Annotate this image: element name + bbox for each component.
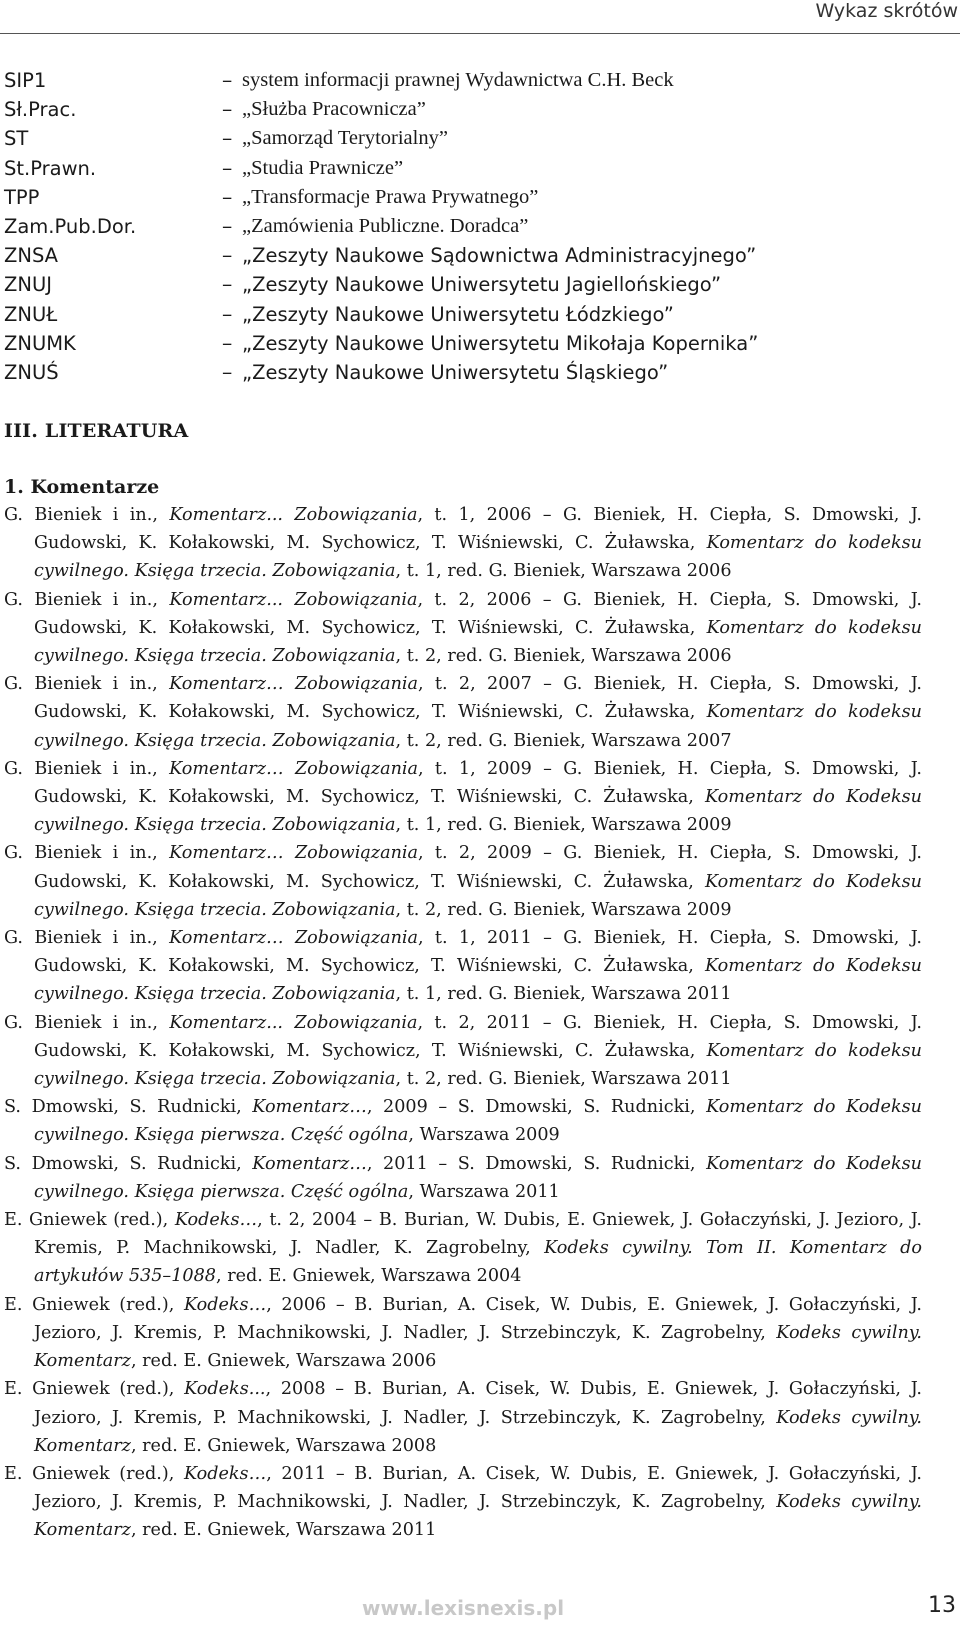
reference-title: Komentarz…: [252, 1097, 367, 1118]
reference-text: G. Bieniek i in.,: [4, 1012, 170, 1033]
reference-title: Komentarz do Kodeksu cywilnego. Księga trzecia. Zobowiązania: [34, 871, 922, 920]
section-title: III. LITERATURA: [4, 420, 189, 442]
reference-text: G. Bieniek i in.,: [4, 674, 170, 695]
abbreviation-code: TPP: [4, 185, 40, 209]
abbreviation-list: [4, 66, 954, 387]
abbreviation-code: SIP1: [4, 69, 47, 92]
reference-text: E. Gniewek (red.),: [4, 1463, 184, 1484]
abbreviation-row: [4, 300, 954, 329]
reference-text: , 2008 – B. Burian, A. Cisek, W. Dubis, E. Gniewek, J. Gołaczyński, J. Jezioro, J. Kremis, P. Machnikowski, J. Nadler, J. Strzebinczyk, K. Zagrobelny,: [34, 1379, 922, 1428]
reference-title: Komentarz do kodeksu cywilnego. Księga trzecia. Zobowiązania: [34, 702, 922, 751]
reference-title: Kodeks cywilny. Komentarz: [34, 1492, 922, 1541]
reference-entry: [4, 1460, 922, 1545]
reference-title: Kodeks cywilny. Komentarz: [34, 1322, 922, 1372]
abbreviation-row: [4, 183, 954, 212]
reference-text: , t. 2, red. G. Bieniek, Warszawa 2009: [395, 899, 732, 920]
abbreviation-expansion: „Zamówienia Publiczne. Doradca”: [242, 214, 529, 237]
abbreviation-dash: –: [222, 359, 233, 384]
abbreviation-code: ZNUŚ: [4, 360, 59, 384]
abbreviation-dash: –: [222, 126, 233, 151]
reference-entry: [4, 755, 922, 840]
abbreviation-dash: –: [222, 155, 233, 180]
reference-text: , t. 1, 2006 – G. Bieniek, H. Ciepła, S. Dmowski, J. Gudowski, K. Kołakowski, M. Sychowicz, T. Wiśniewski, C. Żuławska,: [34, 505, 922, 554]
reference-text: , t. 2, 2004 – B. Burian, W. Dubis, E. Gniewek, J. Gołaczyński, J. Jezioro, J. Kremis, P. Machnikowski, J. Nadler, K. Zagrobelny,: [34, 1210, 922, 1259]
abbreviation-dash: –: [222, 97, 233, 122]
abbreviation-expansion: „Zeszyty Naukowe Uniwersytetu Mikołaja Kopernika”: [242, 331, 759, 355]
reference-text: G. Bieniek i in.,: [4, 928, 170, 949]
reference-text: E. Gniewek (red.),: [4, 1379, 185, 1400]
abbreviation-code: ZNUJ: [4, 273, 52, 297]
abbreviation-expansion: „Transformacje Prawa Prywatnego”: [242, 185, 539, 208]
abbreviation-row: [4, 212, 954, 241]
abbreviation-expansion: „Zeszyty Naukowe Uniwersytetu Jagiellońskiego”: [242, 273, 722, 297]
reference-title: Komentarz do Kodeksu cywilnego. Księga trzecia. Zobowiązania: [34, 956, 922, 1005]
abbreviation-dash: –: [222, 272, 233, 297]
abbreviation-dash: –: [222, 184, 233, 209]
reference-text: , t. 1, 2009 – G. Bieniek, H. Ciepła, S. Dmowski, J. Gudowski, K. Kołakowski, M. Sychowicz, T. Wiśniewski, C. Żuławska,: [34, 758, 922, 808]
reference-text: , 2009 – S. Dmowski, S. Rudnicki,: [366, 1097, 707, 1118]
abbreviation-code: Zam.Pub.Dor.: [4, 214, 137, 238]
reference-text: , 2011 – S. Dmowski, S. Rudnicki,: [366, 1153, 707, 1174]
reference-text: , t. 1, red. G. Bieniek, Warszawa 2011: [395, 984, 732, 1005]
reference-text: , 2006 – B. Burian, A. Cisek, W. Dubis, E. Gniewek, J. Gołaczyński, J. Jezioro, J. Kremis, P. Machnikowski, J. Nadler, J. Strzebinczyk, K. Zagrobelny,: [34, 1294, 922, 1343]
abbreviation-row: [4, 329, 954, 358]
abbreviation-row: [4, 154, 954, 183]
reference-title: Komentarz do Kodeksu cywilnego. Księga trzecia. Zobowiązania: [34, 787, 922, 836]
reference-text: , Warszawa 2009: [408, 1125, 560, 1146]
reference-text: , Warszawa 2011: [408, 1181, 560, 1202]
reference-title: Komentarz do Kodeksu cywilnego. Księga pierwsza. Część ogólna: [34, 1097, 922, 1146]
reference-text: G. Bieniek i in.,: [4, 589, 170, 610]
reference-text: , red. E. Gniewek, Warszawa 2008: [130, 1435, 437, 1456]
abbreviation-code: ST: [4, 127, 29, 151]
reference-title: Komentarz… Zobowiązania: [169, 758, 419, 779]
abbreviation-code: ZNUMK: [4, 331, 76, 355]
reference-text: S. Dmowski, S. Rudnicki,: [4, 1153, 253, 1174]
reference-title: Komentarz... Zobowiązania: [169, 1012, 418, 1033]
reference-text: , t. 2, red. G. Bieniek, Warszawa 2006: [395, 646, 732, 667]
reference-text: E. Gniewek (red.),: [4, 1210, 175, 1231]
reference-title: Komentarz do kodeksu cywilnego. Księga trzecia. Zobowiązania: [34, 1040, 922, 1090]
abbreviation-row: [4, 241, 954, 270]
reference-text: , t. 1, red. G. Bieniek, Warszawa 2009: [395, 815, 732, 836]
running-head: Wykaz skrótów: [815, 0, 958, 22]
reference-title: Kodeks cywilny. Tom II. Komentarz do artykułów 535–1088: [34, 1238, 922, 1287]
reference-title: Komentarz... Zobowiązania: [169, 589, 418, 610]
abbreviation-code: St.Prawn.: [4, 156, 97, 180]
abbreviation-expansion: „Zeszyty Naukowe Uniwersytetu Łódzkiego”: [242, 302, 674, 326]
reference-title: Kodeks...: [184, 1379, 266, 1400]
reference-text: , t. 1, red. G. Bieniek, Warszawa 2006: [395, 561, 732, 582]
reference-text: , red. E. Gniewek, Warszawa 2004: [216, 1266, 522, 1287]
header-rule: [0, 33, 960, 34]
abbreviation-dash: –: [222, 68, 233, 92]
reference-text: , t. 2, 2011 – G. Bieniek, H. Ciepła, S. Dmowski, J. Gudowski, K. Kołakowski, M. Sychowicz, T. Wiśniewski, C. Żuławska,: [34, 1012, 922, 1061]
reference-entry: [4, 839, 922, 924]
abbreviation-code: ZNSA: [4, 244, 59, 268]
reference-text: S. Dmowski, S. Rudnicki,: [4, 1097, 253, 1118]
abbreviation-expansion: „Studia Prawnicze”: [242, 156, 404, 179]
reference-text: , red. E. Gniewek, Warszawa 2011: [130, 1520, 437, 1541]
reference-title: Komentarz… Zobowiązania: [169, 928, 419, 949]
reference-text: , t. 1, 2011 – G. Bieniek, H. Ciepła, S. Dmowski, J. Gudowski, K. Kołakowski, M. Sychowicz, T. Wiśniewski, C. Żuławska,: [34, 928, 922, 977]
page-number: 13: [928, 1593, 956, 1618]
reference-title: Komentarz... Zobowiązania: [169, 505, 418, 525]
abbreviation-dash: –: [222, 243, 233, 268]
abbreviation-expansion: system informacji prawnej Wydawnictwa C.H. Beck: [242, 69, 674, 91]
reference-title: Komentarz do Kodeksu cywilnego. Księga pierwsza. Część ogólna: [34, 1153, 922, 1202]
reference-title: Kodeks…: [183, 1463, 267, 1484]
reference-entry: [4, 1206, 922, 1291]
subsection-title: 1. Komentarze: [4, 476, 160, 498]
abbreviation-dash: –: [222, 301, 233, 326]
abbreviation-code: ZNUŁ: [4, 302, 58, 326]
reference-text: , t. 2, red. G. Bieniek, Warszawa 2011: [395, 1069, 732, 1090]
reference-title: Komentarz… Zobowiązania: [169, 843, 419, 864]
reference-text: , t. 2, 2007 – G. Bieniek, H. Ciepła, S. Dmowski, J. Gudowski, K. Kołakowski, M. Sychowicz, T. Wiśniewski, C. Żuławska,: [34, 674, 922, 723]
reference-entry: [4, 586, 922, 671]
reference-title: Kodeks cywilny. Komentarz: [34, 1407, 922, 1456]
abbreviation-expansion: „Samorząd Terytorialny”: [242, 127, 448, 150]
reference-list: [4, 501, 922, 1545]
abbreviation-dash: –: [222, 213, 233, 238]
reference-entry: [4, 1009, 922, 1094]
reference-entry: [4, 1291, 922, 1376]
reference-text: G. Bieniek i in.,: [4, 505, 170, 525]
reference-text: , red. E. Gniewek, Warszawa 2006: [130, 1351, 437, 1372]
reference-entry: [4, 1150, 922, 1206]
reference-title: Komentarz do kodeksu cywilnego. Księga trzecia. Zobowiązania: [34, 617, 922, 667]
reference-entry: [4, 670, 922, 755]
reference-text: , t. 2, 2009 – G. Bieniek, H. Ciepła, S. Dmowski, J. Gudowski, K. Kołakowski, M. Sychowicz, T. Wiśniewski, C. Żuławska,: [34, 843, 922, 892]
reference-text: , t. 2, red. G. Bieniek, Warszawa 2007: [395, 730, 732, 751]
abbreviation-expansion: „Służba Pracownicza”: [242, 98, 426, 121]
reference-entry: [4, 924, 922, 1009]
reference-title: Kodeks…: [183, 1294, 267, 1315]
reference-title: Komentarz do kodeksu cywilnego. Księga trzecia. Zobowiązania: [34, 533, 922, 582]
abbreviation-row: [4, 124, 954, 153]
abbreviation-expansion: „Zeszyty Naukowe Sądownictwa Administracyjnego”: [242, 244, 757, 268]
reference-entry: [4, 501, 922, 586]
abbreviation-row: [4, 66, 954, 95]
footer-url: www.lexisnexis.pl: [362, 1596, 565, 1620]
reference-text: G. Bieniek i in.,: [4, 758, 170, 779]
abbreviation-row: [4, 95, 954, 124]
abbreviation-expansion: „Zeszyty Naukowe Uniwersytetu Śląskiego”: [242, 360, 669, 384]
reference-text: G. Bieniek i in.,: [4, 843, 170, 864]
reference-text: , t. 2, 2006 – G. Bieniek, H. Ciepła, S. Dmowski, J. Gudowski, K. Kołakowski, M. Sychowicz, T. Wiśniewski, C. Żuławska,: [34, 589, 922, 638]
abbreviation-code: Sł.Prac.: [4, 98, 77, 122]
abbreviation-row: [4, 358, 954, 387]
abbreviation-dash: –: [222, 330, 233, 355]
reference-title: Komentarz… Zobowiązania: [169, 674, 419, 695]
reference-text: E. Gniewek (red.),: [4, 1294, 184, 1315]
abbreviation-row: [4, 270, 954, 299]
reference-text: , 2011 – B. Burian, A. Cisek, W. Dubis, E. Gniewek, J. Gołaczyński, J. Jezioro, J. Kremis, P. Machnikowski, J. Nadler, J. Strzebinczyk, K. Zagrobelny,: [34, 1463, 922, 1513]
reference-title: Komentarz…: [252, 1153, 367, 1174]
reference-title: Kodeks…: [174, 1210, 258, 1231]
reference-entry: [4, 1375, 922, 1460]
reference-entry: [4, 1093, 922, 1149]
